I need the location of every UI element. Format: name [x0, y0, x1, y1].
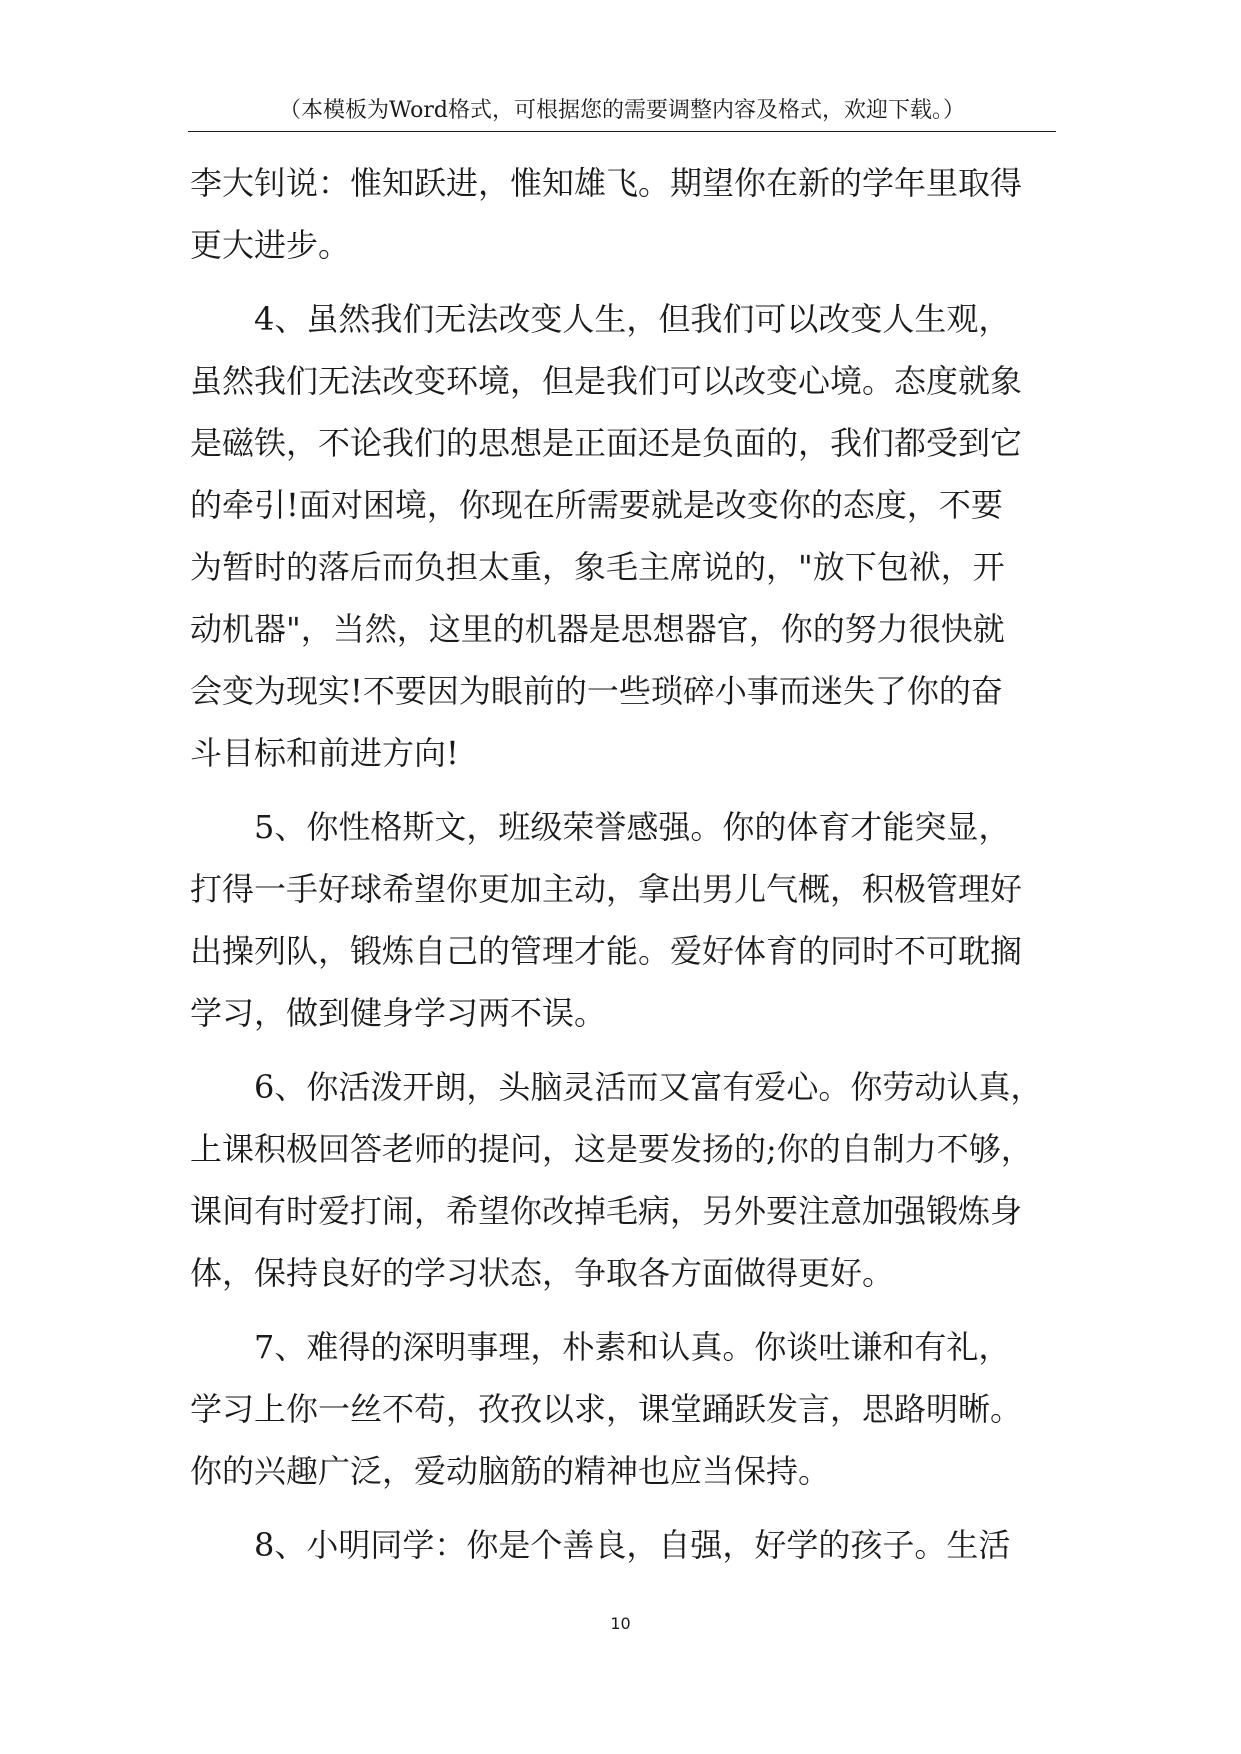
- body-line: 出操列队，锻炼自己的管理才能。爱好体育的同时不可耽搁: [190, 932, 1023, 970]
- body-line: 是磁铁，不论我们的思想是正面还是负面的，我们都受到它: [190, 424, 1023, 462]
- header-divider: [188, 131, 1056, 132]
- template-header-note: （本模板为Word格式，可根据您的需要调整内容及格式，欢迎下载。）: [279, 98, 965, 123]
- body-line: 李大钊说：惟知跃进，惟知雄飞。期望你在新的学年里取得: [190, 164, 1023, 202]
- body-line: 更大进步。: [190, 226, 351, 264]
- document-body: [190, 152, 1070, 1576]
- body-line: 的牵引!面对困境，你现在所需要就是改变你的态度，不要: [190, 486, 1003, 524]
- body-line: 你的兴趣广泛，爱动脑筋的精神也应当保持。: [190, 1452, 831, 1490]
- body-line: 学习上你一丝不苟，孜孜以求，课堂踊跃发言，思路明晰。: [190, 1390, 1023, 1428]
- body-line: 课间有时爱打闹，希望你改掉毛病，另外要注意加强锻炼身: [190, 1192, 1023, 1230]
- body-line: 虽然我们无法改变环境，但是我们可以改变心境。态度就象: [190, 362, 1023, 400]
- paragraph-7-start: 7、难得的深明事理，朴素和认真。你谈吐谦和有礼，: [254, 1328, 1011, 1366]
- body-line: 动机器"，当然，这里的机器是思想器官，你的努力很快就: [190, 610, 1005, 648]
- paragraph-6-start: 6、你活泼开朗，头脑灵活而又富有爱心。你劳动认真，: [254, 1068, 1043, 1106]
- page-number: 10: [610, 1614, 631, 1633]
- body-line: 体，保持良好的学习状态，争取各方面做得更好。: [190, 1254, 895, 1292]
- paragraph-8-start: 8、小明同学：你是个善良，自强，好学的孩子。生活: [254, 1526, 1011, 1564]
- body-line: 上课积极回答老师的提问，这是要发扬的;你的自制力不够，: [190, 1130, 1033, 1168]
- paragraph-4-start: 4、虽然我们无法改变人生，但我们可以改变人生观，: [254, 300, 1011, 338]
- body-line: 打得一手好球希望你更加主动，拿出男儿气概，积极管理好: [190, 870, 1023, 908]
- body-line: 为暂时的落后而负担太重，象毛主席说的，"放下包袱，开: [190, 548, 1005, 586]
- body-line: 学习，做到健身学习两不误。: [190, 994, 607, 1032]
- body-line: 会变为现实!不要因为眼前的一些琐碎小事而迷失了你的奋: [190, 672, 1003, 710]
- paragraph-5-start: 5、你性格斯文，班级荣誉感强。你的体育才能突显，: [254, 808, 1011, 846]
- body-line: 斗目标和前进方向!: [190, 734, 459, 772]
